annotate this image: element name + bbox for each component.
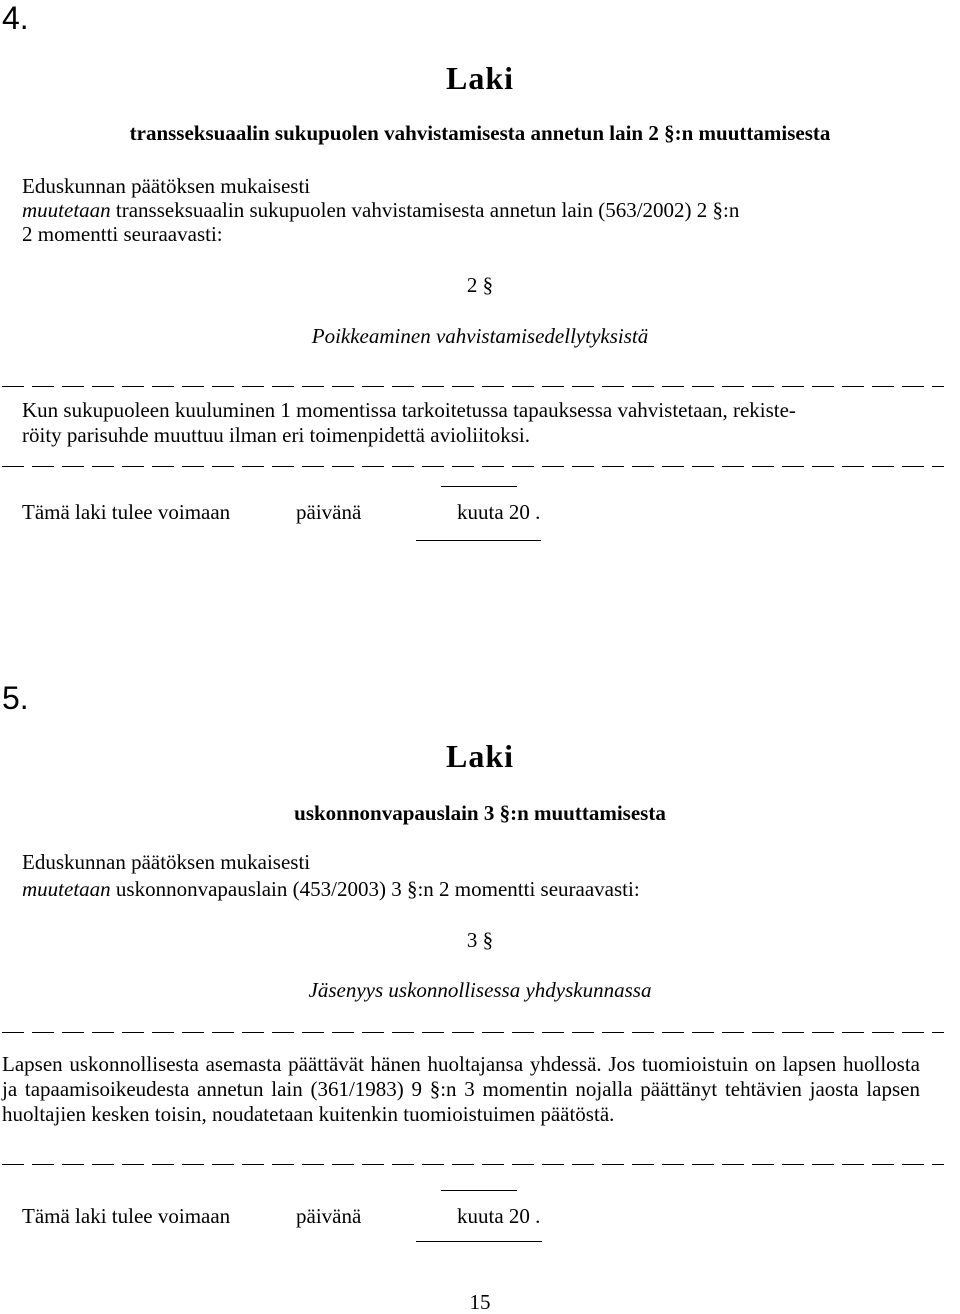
omission-line (2, 1164, 944, 1165)
page-number: 15 (469, 1290, 491, 1314)
body-line-4b: röity parisuhde muuttuu ilman eri toimenpidettä avioliitoksi. (22, 423, 530, 447)
blank-line (416, 540, 541, 541)
omission-line (2, 386, 944, 387)
law-subtitle-5: uskonnonvapauslain 3 §:n muuttamisesta (294, 801, 666, 825)
blank-line (416, 1241, 542, 1242)
law-subtitle-4: transseksuaalin sukupuolen vahvistamisesta annetun lain 2 §:n muuttamisesta (129, 121, 831, 145)
section-number-5: 5. (2, 680, 29, 716)
paragraph-heading-5: Jäsenyys uskonnollisessa yhdyskunnassa (308, 978, 652, 1002)
amendment-line-5 (22, 877, 640, 901)
entry-day-4: päivänä (296, 500, 362, 524)
amendment-line-4b: 2 momentti seuraavasti: (22, 222, 223, 246)
entry-month-5: kuuta 20 . (457, 1204, 541, 1228)
paragraph-number-4: 2 § (466, 273, 494, 297)
law-title-5: Laki (445, 738, 515, 774)
omission-line (2, 466, 944, 467)
law-title-4: Laki (445, 60, 515, 96)
entry-month-4: kuuta 20 . (457, 500, 541, 524)
blank-line (441, 486, 517, 487)
amend-verb-4: muutetaan (22, 198, 111, 222)
enactment-clause-4: Eduskunnan päätöksen mukaisesti (22, 174, 311, 198)
amendment-line-4a (22, 198, 958, 222)
paragraph-number-5: 3 § (466, 928, 494, 952)
enactment-clause-5: Eduskunnan päätöksen mukaisesti (22, 850, 311, 874)
entry-day-5: päivänä (296, 1204, 362, 1228)
paragraph-heading-4: Poikkeaminen vahvistamisedellytyksistä (311, 324, 649, 348)
entry-text-5: Tämä laki tulee voimaan (22, 1204, 231, 1228)
section-number-4: 4. (2, 0, 29, 36)
blank-line (441, 1190, 517, 1191)
omission-line (2, 1032, 944, 1033)
amend-verb-5: muutetaan (22, 877, 111, 901)
entry-text-4: Tämä laki tulee voimaan (22, 500, 231, 524)
body-line-4a: Kun sukupuoleen kuuluminen 1 momentissa tarkoitetussa tapauksessa vahvistetaan, rekiste- (22, 398, 796, 422)
amend-text-4a: transseksuaalin sukupuolen vahvistamisesta annetun lain (563/2002) 2 §:n (110, 198, 740, 222)
body-paragraph-5: Lapsen uskonnollisesta asemasta päättävät hänen huoltajansa yhdessä. Jos tuomioistuin on lapsen huollosta ja tapaamisoikeudesta annetun lain (361/1983) 9 §:n 3 momentin nojalla päättänyt tehtävien jaosta lapsen huoltajien kesken toisin, noudatetaan kuitenkin tuomioistuimen päätöstä. (2, 1052, 920, 1126)
amend-text-5: uskonnonvapauslain (453/2003) 3 §:n 2 momentti seuraavasti: (110, 877, 640, 901)
